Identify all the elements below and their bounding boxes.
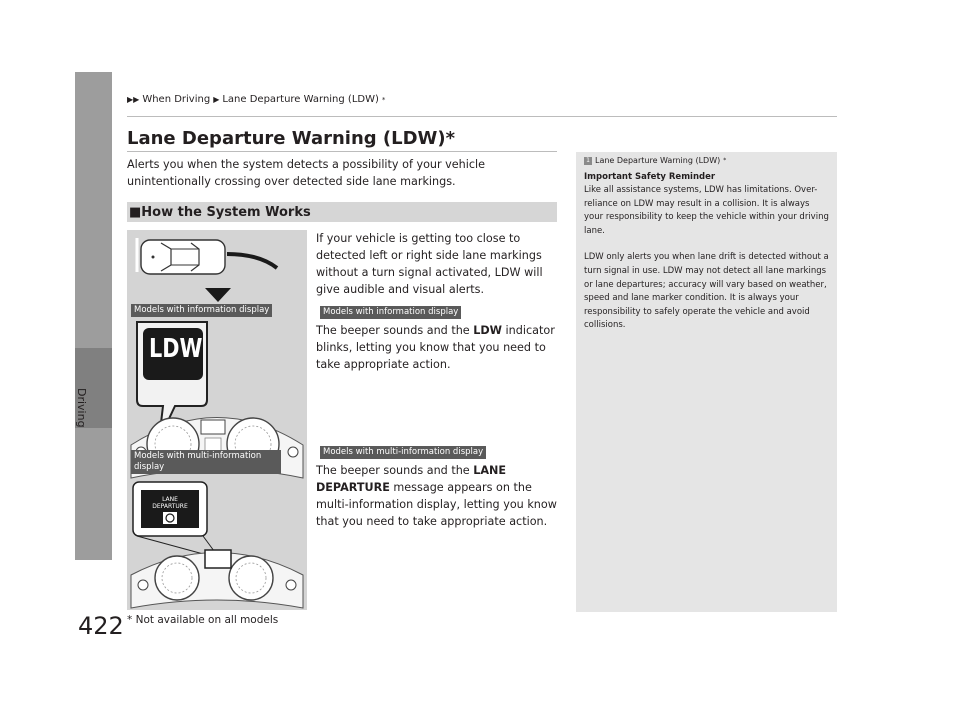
para-text: indicator blinks, letting you know that you need to take appropriate action. <box>316 324 555 371</box>
reference-icon: 1 <box>584 157 592 165</box>
svg-text:LANE: LANE <box>162 496 178 503</box>
section-heading-bar <box>127 202 557 222</box>
note-paragraph: LDW only alerts you when lane drift is detected without a turn signal in use. LDW may not detect all lane markings or lane departures; accuracy will vary based on weather, speed and lane marker condition. It is always your responsibility to safely operate the vehicle and avoid collisions. <box>584 252 829 331</box>
intro-text: Alerts you when the system detects a possibility of your vehicle unintentionally crossing over detected side lane markings. <box>127 158 485 188</box>
car-top-view-icon <box>141 240 225 274</box>
tag-multi-information-display: Models with multi-information display <box>320 446 486 459</box>
note-box <box>576 152 837 612</box>
figure-label-information-display: Models with information display <box>131 304 272 317</box>
para-text: message appears on the multi-information display, letting you know that you need to take appropriate action. <box>316 481 557 528</box>
ldw-term: LDW <box>473 324 502 337</box>
body-paragraph: If your vehicle is getting too close to detected left or right side lane markings without a turn signal activated, LDW will give audible and visual alerts. <box>316 232 543 296</box>
figure-label-multi-information-display: Models with multi-information display <box>131 450 281 474</box>
svg-text:DEPARTURE: DEPARTURE <box>152 503 188 510</box>
title-rule <box>127 151 557 152</box>
breadcrumb-item-when-driving[interactable]: When Driving <box>142 94 211 105</box>
tag-information-display: Models with information display <box>320 306 461 319</box>
breadcrumb-asterisk: * <box>381 95 386 104</box>
illustration-panel <box>127 230 307 610</box>
note-subheading: Important Safety Reminder <box>584 172 716 182</box>
breadcrumb <box>127 94 385 105</box>
note-paragraph: Like all assistance systems, LDW has limitations. Over-reliance on LDW may result in a collision. It is always your responsibility to keep the vehicle within your driving lane. <box>584 185 829 236</box>
breadcrumb-arrow-icon: ▶▶ <box>127 95 140 104</box>
sidebar-tab <box>75 72 112 560</box>
page-number: 422 <box>78 612 124 640</box>
breadcrumb-arrow-icon: ▶ <box>213 95 220 104</box>
down-arrow-icon <box>205 288 231 302</box>
section-label: Driving <box>75 388 88 428</box>
breadcrumb-item-ldw[interactable]: Lane Departure Warning (LDW) <box>222 94 379 105</box>
footnote: * Not available on all models <box>127 614 279 626</box>
note-heading-asterisk: * <box>723 157 727 164</box>
lane-departure-term: LANE DEPARTURE <box>316 464 507 494</box>
ldw-indicator-text: LDW <box>149 334 203 364</box>
header-rule <box>127 116 837 117</box>
section-heading: ■How the System Works <box>129 204 311 220</box>
body-paragraph <box>316 322 558 373</box>
body-paragraph <box>316 462 558 530</box>
note-heading <box>584 156 831 165</box>
para-text: The beeper sounds and the <box>316 324 474 337</box>
illustration <box>127 230 307 610</box>
para-text: The beeper sounds and the <box>316 464 474 477</box>
page-title: Lane Departure Warning (LDW)* <box>127 128 456 149</box>
note-heading-text[interactable]: Lane Departure Warning (LDW) <box>595 156 721 165</box>
gauge-cluster-icon <box>131 550 303 608</box>
drift-arrow-icon <box>227 254 277 268</box>
